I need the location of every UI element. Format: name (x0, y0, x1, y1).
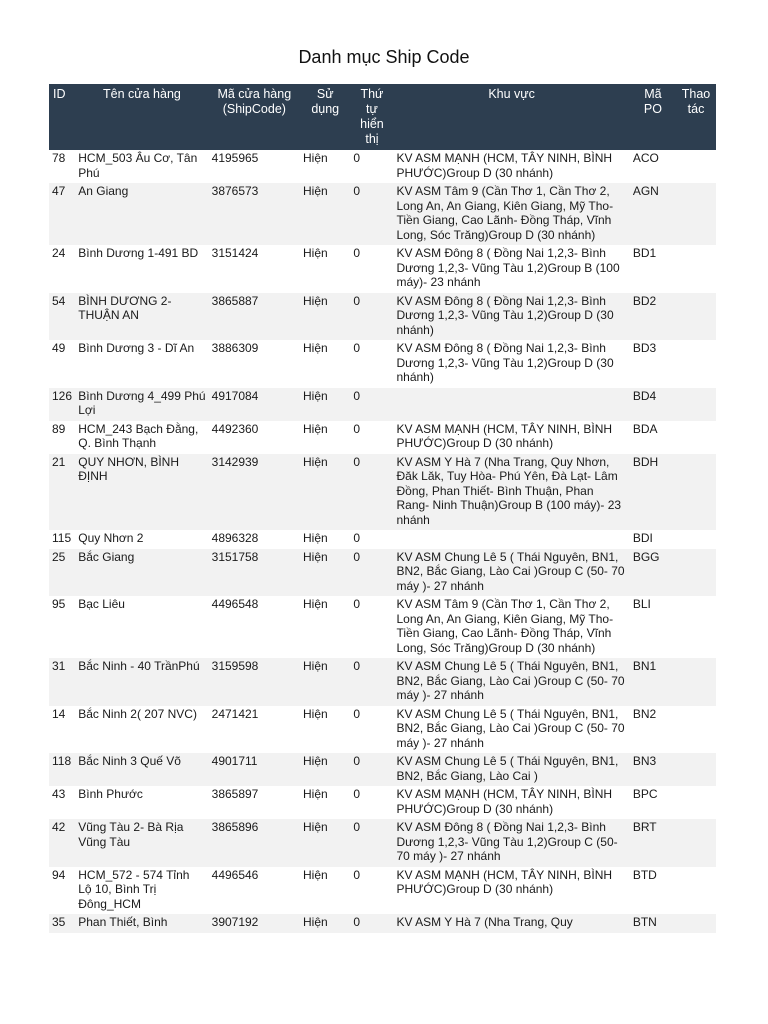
cell-display-order: 0 (350, 388, 393, 421)
cell-ship-code: 4496546 (209, 867, 300, 915)
cell-ship-code: 2471421 (209, 706, 300, 754)
cell-po-code: BTN (630, 914, 676, 933)
cell-usage: Hiện (300, 183, 350, 245)
cell-id: 25 (49, 549, 75, 597)
cell-store-name: Bình Phước (75, 786, 208, 819)
cell-store-name: QUY NHƠN, BÌNH ĐỊNH (75, 454, 208, 531)
cell-id: 49 (49, 340, 75, 388)
cell-store-name: Bạc Liêu (75, 596, 208, 658)
cell-ship-code: 4492360 (209, 421, 300, 454)
cell-display-order: 0 (350, 596, 393, 658)
cell-store-name: HCM_503 Âu Cơ, Tân Phú (75, 150, 208, 183)
cell-display-order: 0 (350, 753, 393, 786)
cell-id: 35 (49, 914, 75, 933)
cell-id: 24 (49, 245, 75, 293)
header-usage: Sử dụng (300, 84, 350, 150)
cell-store-name: Bắc Ninh 2( 207 NVC) (75, 706, 208, 754)
cell-ship-code: 3865897 (209, 786, 300, 819)
cell-area: KV ASM Tâm 9 (Cần Thơ 1, Cần Thơ 2, Long An, An Giang, Kiên Giang, Mỹ Tho- Tiền Giang, Cao Lãnh- Đồng Tháp, Vĩnh Long, Sóc Trăng)Group D (30 nhánh) (393, 596, 629, 658)
cell-po-code: BD3 (630, 340, 676, 388)
cell-display-order: 0 (350, 150, 393, 183)
cell-po-code: BLI (630, 596, 676, 658)
cell-ship-code: 4901711 (209, 753, 300, 786)
table-row (49, 914, 716, 933)
header-area: Khu vực (393, 84, 629, 150)
cell-po-code: AGN (630, 183, 676, 245)
cell-actions (676, 914, 716, 933)
cell-usage: Hiện (300, 340, 350, 388)
cell-actions (676, 150, 716, 183)
table-row (49, 786, 716, 819)
table-header (49, 84, 716, 150)
cell-id: 42 (49, 819, 75, 867)
cell-po-code: BD4 (630, 388, 676, 421)
cell-usage: Hiện (300, 819, 350, 867)
cell-id: 21 (49, 454, 75, 531)
cell-area: KV ASM MẠNH (HCM, TÂY NINH, BÌNH PHƯỚC)Group D (30 nhánh) (393, 150, 629, 183)
cell-store-name: Bắc Ninh 3 Quế Võ (75, 753, 208, 786)
cell-area (393, 388, 629, 421)
table-row (49, 549, 716, 597)
cell-ship-code: 3865887 (209, 293, 300, 341)
cell-actions (676, 753, 716, 786)
cell-usage: Hiện (300, 150, 350, 183)
cell-id: 14 (49, 706, 75, 754)
cell-usage: Hiện (300, 867, 350, 915)
cell-display-order: 0 (350, 658, 393, 706)
cell-ship-code: 4917084 (209, 388, 300, 421)
cell-display-order: 0 (350, 421, 393, 454)
cell-usage: Hiện (300, 454, 350, 531)
cell-store-name: Quy Nhơn 2 (75, 530, 208, 549)
header-id: ID (49, 84, 75, 150)
cell-display-order: 0 (350, 819, 393, 867)
cell-actions (676, 530, 716, 549)
cell-display-order: 0 (350, 183, 393, 245)
cell-actions (676, 388, 716, 421)
cell-display-order: 0 (350, 549, 393, 597)
cell-store-name: Bình Dương 1-491 BD (75, 245, 208, 293)
cell-actions (676, 340, 716, 388)
table-row (49, 245, 716, 293)
cell-usage: Hiện (300, 245, 350, 293)
page-title: Danh mục Ship Code (298, 47, 470, 67)
cell-display-order: 0 (350, 293, 393, 341)
cell-area: KV ASM Đông 8 ( Đồng Nai 1,2,3- Bình Dương 1,2,3- Vũng Tàu 1,2)Group D (30 nhánh) (393, 340, 629, 388)
cell-area: KV ASM Đông 8 ( Đồng Nai 1,2,3- Bình Dương 1,2,3- Vũng Tàu 1,2)Group D (30 nhánh) (393, 293, 629, 341)
cell-po-code: BTD (630, 867, 676, 915)
cell-id: 89 (49, 421, 75, 454)
cell-store-name: Bình Dương 4_499 Phú Lợi (75, 388, 208, 421)
cell-actions (676, 706, 716, 754)
cell-id: 43 (49, 786, 75, 819)
cell-actions (676, 245, 716, 293)
cell-actions (676, 421, 716, 454)
table-row (49, 867, 716, 915)
cell-area: KV ASM Chung Lê 5 ( Thái Nguyên, BN1, BN2, Bắc Giang, Lào Cai )Group C (50- 70 máy )- 27 nhánh (393, 549, 629, 597)
table-row (49, 530, 716, 549)
cell-ship-code: 3159598 (209, 658, 300, 706)
table-row (49, 421, 716, 454)
ship-code-table (49, 84, 716, 933)
cell-po-code: BPC (630, 786, 676, 819)
cell-area: KV ASM Y Hà 7 (Nha Trang, Quy Nhơn, Đăk Lăk, Tuy Hòa- Phú Yên, Đà Lạt- Lâm Đồng, Phan Thiết- Bình Thuận, Phan Rang- Ninh Thuận)Group B (100 máy)- 23 nhánh (393, 454, 629, 531)
cell-actions (676, 596, 716, 658)
cell-area (393, 530, 629, 549)
cell-store-name: Bắc Giang (75, 549, 208, 597)
cell-id: 31 (49, 658, 75, 706)
cell-display-order: 0 (350, 867, 393, 915)
cell-actions (676, 658, 716, 706)
cell-area: KV ASM Tâm 9 (Cần Thơ 1, Cần Thơ 2, Long An, An Giang, Kiên Giang, Mỹ Tho- Tiền Giang, Cao Lãnh- Đồng Tháp, Vĩnh Long, Sóc Trăng)Group D (30 nhánh) (393, 183, 629, 245)
cell-id: 118 (49, 753, 75, 786)
cell-usage: Hiện (300, 914, 350, 933)
table-row (49, 293, 716, 341)
header-actions: Thao tác (676, 84, 716, 150)
cell-usage: Hiện (300, 596, 350, 658)
cell-po-code: BD1 (630, 245, 676, 293)
table-row (49, 183, 716, 245)
cell-id: 94 (49, 867, 75, 915)
cell-usage: Hiện (300, 388, 350, 421)
cell-usage: Hiện (300, 421, 350, 454)
cell-actions (676, 454, 716, 531)
cell-usage: Hiện (300, 530, 350, 549)
table-row (49, 753, 716, 786)
cell-area: KV ASM Chung Lê 5 ( Thái Nguyên, BN1, BN2, Bắc Giang, Lào Cai ) (393, 753, 629, 786)
cell-usage: Hiện (300, 549, 350, 597)
cell-store-name: HCM_243 Bạch Đằng, Q. Bình Thạnh (75, 421, 208, 454)
header-display-order: Thứ tự hiển thị (350, 84, 393, 150)
cell-area: KV ASM Chung Lê 5 ( Thái Nguyên, BN1, BN2, Bắc Giang, Lào Cai )Group C (50- 70 máy )- 27 nhánh (393, 706, 629, 754)
cell-po-code: BN2 (630, 706, 676, 754)
cell-display-order: 0 (350, 530, 393, 549)
cell-po-code: BRT (630, 819, 676, 867)
cell-actions (676, 293, 716, 341)
cell-display-order: 0 (350, 706, 393, 754)
header-store-name: Tên cửa hàng (75, 84, 208, 150)
cell-id: 54 (49, 293, 75, 341)
cell-actions (676, 183, 716, 245)
table-row (49, 658, 716, 706)
header-row (49, 84, 716, 150)
cell-usage: Hiện (300, 786, 350, 819)
cell-ship-code: 4896328 (209, 530, 300, 549)
cell-display-order: 0 (350, 245, 393, 293)
cell-area: KV ASM Chung Lê 5 ( Thái Nguyên, BN1, BN2, Bắc Giang, Lào Cai )Group C (50- 70 máy )- 27 nhánh (393, 658, 629, 706)
cell-usage: Hiện (300, 706, 350, 754)
cell-display-order: 0 (350, 340, 393, 388)
cell-po-code: ACO (630, 150, 676, 183)
cell-area: KV ASM MẠNH (HCM, TÂY NINH, BÌNH PHƯỚC)Group D (30 nhánh) (393, 867, 629, 915)
cell-actions (676, 819, 716, 867)
cell-display-order: 0 (350, 454, 393, 531)
cell-usage: Hiện (300, 753, 350, 786)
cell-usage: Hiện (300, 293, 350, 341)
cell-id: 95 (49, 596, 75, 658)
table-row (49, 340, 716, 388)
cell-ship-code: 3886309 (209, 340, 300, 388)
cell-ship-code: 3907192 (209, 914, 300, 933)
table-body (49, 150, 716, 933)
cell-ship-code: 4496548 (209, 596, 300, 658)
cell-store-name: Bình Dương 3 - Dĩ An (75, 340, 208, 388)
cell-area: KV ASM Đông 8 ( Đồng Nai 1,2,3- Bình Dương 1,2,3- Vũng Tàu 1,2)Group B (100 máy)- 23 nhánh (393, 245, 629, 293)
cell-id: 126 (49, 388, 75, 421)
cell-id: 115 (49, 530, 75, 549)
table-row (49, 819, 716, 867)
cell-po-code: BGG (630, 549, 676, 597)
header-po-code: Mã PO (630, 84, 676, 150)
cell-area: KV ASM Đông 8 ( Đồng Nai 1,2,3- Bình Dương 1,2,3- Vũng Tàu 1,2)Group C (50- 70 máy )- 27 nhánh (393, 819, 629, 867)
cell-store-name: Phan Thiết, Bình (75, 914, 208, 933)
cell-po-code: BD2 (630, 293, 676, 341)
cell-actions (676, 867, 716, 915)
cell-display-order: 0 (350, 914, 393, 933)
cell-ship-code: 3865896 (209, 819, 300, 867)
cell-ship-code: 3151758 (209, 549, 300, 597)
cell-display-order: 0 (350, 786, 393, 819)
cell-store-name: Bắc Ninh - 40 TrầnPhú (75, 658, 208, 706)
table-row (49, 454, 716, 531)
table-row (49, 596, 716, 658)
cell-store-name: An Giang (75, 183, 208, 245)
cell-po-code: BDA (630, 421, 676, 454)
cell-area: KV ASM MẠNH (HCM, TÂY NINH, BÌNH PHƯỚC)Group D (30 nhánh) (393, 421, 629, 454)
cell-store-name: HCM_572 - 574 Tỉnh Lộ 10, Bình Trị Đông_HCM (75, 867, 208, 915)
cell-store-name: BÌNH DƯƠNG 2-THUẬN AN (75, 293, 208, 341)
cell-po-code: BDI (630, 530, 676, 549)
cell-id: 78 (49, 150, 75, 183)
cell-store-name: Vũng Tàu 2- Bà Rịa Vũng Tàu (75, 819, 208, 867)
cell-ship-code: 3151424 (209, 245, 300, 293)
table-row (49, 706, 716, 754)
cell-ship-code: 4195965 (209, 150, 300, 183)
header-ship-code: Mã cửa hàng (ShipCode) (209, 84, 300, 150)
cell-area: KV ASM MẠNH (HCM, TÂY NINH, BÌNH PHƯỚC)Group D (30 nhánh) (393, 786, 629, 819)
table-row (49, 150, 716, 183)
cell-actions (676, 786, 716, 819)
cell-ship-code: 3142939 (209, 454, 300, 531)
cell-usage: Hiện (300, 658, 350, 706)
cell-actions (676, 549, 716, 597)
cell-id: 47 (49, 183, 75, 245)
cell-po-code: BN1 (630, 658, 676, 706)
cell-ship-code: 3876573 (209, 183, 300, 245)
cell-area: KV ASM Y Hà 7 (Nha Trang, Quy (393, 914, 629, 933)
table-row (49, 388, 716, 421)
cell-po-code: BDH (630, 454, 676, 531)
cell-po-code: BN3 (630, 753, 676, 786)
